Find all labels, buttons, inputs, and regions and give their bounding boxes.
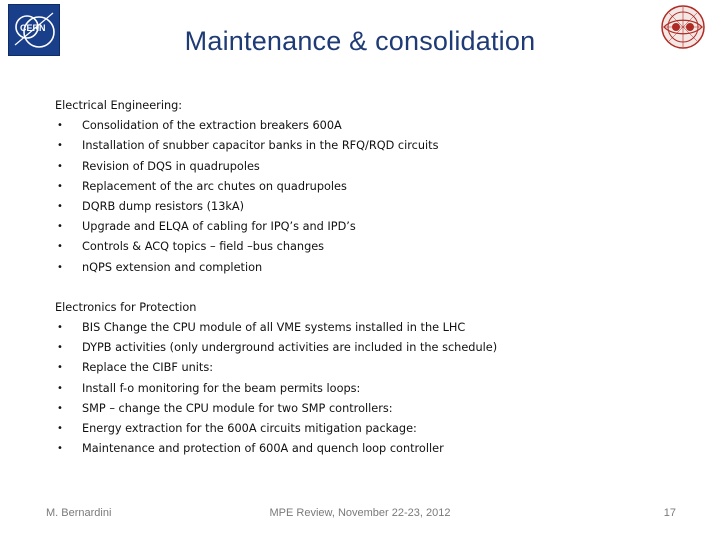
list-item: • Maintenance and protection of 600A and quench loop controller (55, 439, 695, 459)
bullet-list (55, 116, 695, 278)
slide-body (55, 96, 695, 459)
list-item: • nQPS extension and completion (55, 258, 695, 278)
section-electrical-engineering (55, 96, 695, 278)
page-title: Maintenance & consolidation (184, 26, 536, 56)
svg-text:CERN: CERN (20, 23, 46, 33)
list-item: • Consolidation of the extraction breakers 600A (55, 116, 695, 136)
section-heading: Electrical Engineering: (55, 99, 183, 112)
list-item: • Upgrade and ELQA of cabling for IPQ’s and IPD’s (55, 217, 695, 237)
list-item: • Replace the CIBF units: (55, 358, 695, 378)
bullet-list (55, 318, 695, 459)
list-item: • DQRB dump resistors (13kA) (55, 197, 695, 217)
page-number: 17 (663, 507, 676, 519)
list-item: • Replacement of the arc chutes on quadrupoles (55, 177, 695, 197)
list-item: • DYPB activities (only underground activities are included in the schedule) (55, 338, 695, 358)
section-electronics-for-protection (55, 298, 695, 460)
footer-event: MPE Review, November 22-23, 2012 (269, 507, 451, 519)
section-spacer (55, 278, 695, 298)
list-item: • BIS Change the CPU module of all VME systems installed in the LHC (55, 318, 695, 338)
list-item: • Energy extraction for the 600A circuits mitigation package: (55, 419, 695, 439)
footer-author: M. Bernardini (46, 507, 112, 519)
list-item: • Revision of DQS in quadrupoles (55, 157, 695, 177)
list-item: • Installation of snubber capacitor banks in the RFQ/RQD circuits (55, 136, 695, 156)
list-item: • Controls & ACQ topics – field –bus changes (55, 237, 695, 257)
list-item: • SMP – change the CPU module for two SMP controllers: (55, 399, 695, 419)
list-item: • Install f-o monitoring for the beam permits loops: (55, 379, 695, 399)
section-heading: Electronics for Protection (55, 300, 197, 314)
